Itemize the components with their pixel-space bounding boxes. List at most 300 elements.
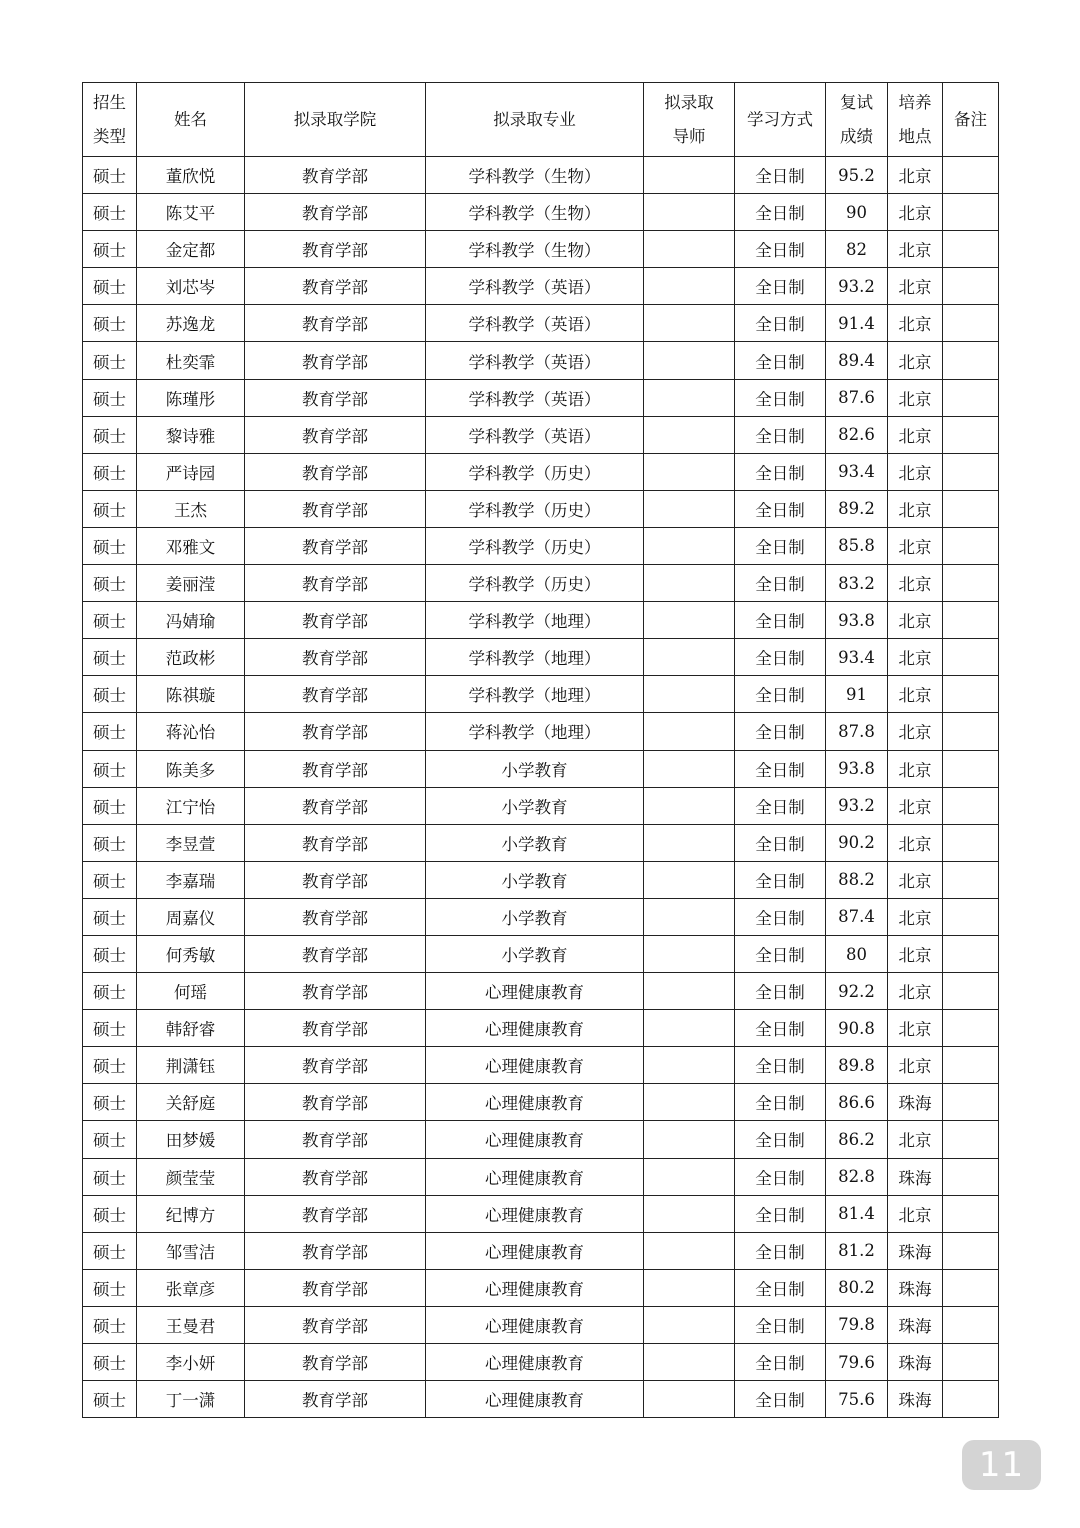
header-enrollment-type <box>83 83 137 157</box>
table-row <box>83 416 999 453</box>
table-row <box>83 935 999 972</box>
table-row <box>83 1158 999 1195</box>
cell-location: 北京 <box>888 527 943 564</box>
cell-name: 陈艾平 <box>137 194 245 231</box>
header-text: 地点 <box>898 126 932 146</box>
cell-name: 蒋沁怡 <box>137 713 245 750</box>
cell-name: 陈瑾彤 <box>137 379 245 416</box>
cell-major: 小学教育 <box>426 750 644 787</box>
cell-study-mode: 全日制 <box>735 1121 826 1158</box>
table-row <box>83 824 999 861</box>
cell-enrollment-type: 硕士 <box>83 1121 137 1158</box>
cell-score: 93.4 <box>826 453 888 490</box>
cell-major: 小学教育 <box>426 898 644 935</box>
table-row <box>83 1232 999 1269</box>
cell-remarks <box>943 1269 999 1306</box>
cell-college: 教育学部 <box>245 898 426 935</box>
table-row <box>83 713 999 750</box>
cell-location: 北京 <box>888 565 943 602</box>
cell-college: 教育学部 <box>245 268 426 305</box>
cell-advisor <box>644 602 735 639</box>
cell-location: 北京 <box>888 1195 943 1232</box>
cell-college: 教育学部 <box>245 713 426 750</box>
cell-location: 珠海 <box>888 1381 943 1418</box>
cell-location: 北京 <box>888 935 943 972</box>
cell-advisor <box>644 1121 735 1158</box>
cell-remarks <box>943 602 999 639</box>
cell-enrollment-type: 硕士 <box>83 973 137 1010</box>
table-row <box>83 268 999 305</box>
cell-remarks <box>943 194 999 231</box>
cell-advisor <box>644 268 735 305</box>
cell-college: 教育学部 <box>245 1047 426 1084</box>
cell-major: 学科教学（历史） <box>426 565 644 602</box>
cell-name: 周嘉仪 <box>137 898 245 935</box>
cell-score: 79.6 <box>826 1344 888 1381</box>
cell-location: 北京 <box>888 787 943 824</box>
cell-score: 82.8 <box>826 1158 888 1195</box>
header-text: 导师 <box>672 126 706 146</box>
cell-major: 小学教育 <box>426 787 644 824</box>
cell-college: 教育学部 <box>245 676 426 713</box>
cell-major: 心理健康教育 <box>426 973 644 1010</box>
cell-college: 教育学部 <box>245 194 426 231</box>
header-text: 成绩 <box>840 126 873 146</box>
cell-enrollment-type: 硕士 <box>83 1269 137 1306</box>
cell-college: 教育学部 <box>245 231 426 268</box>
table-row <box>83 787 999 824</box>
cell-name: 李嘉瑞 <box>137 861 245 898</box>
cell-location: 北京 <box>888 1121 943 1158</box>
cell-name: 陈美多 <box>137 750 245 787</box>
cell-location: 北京 <box>888 750 943 787</box>
cell-enrollment-type: 硕士 <box>83 453 137 490</box>
cell-advisor <box>644 1195 735 1232</box>
cell-advisor <box>644 1306 735 1343</box>
cell-name: 张章彦 <box>137 1269 245 1306</box>
header-study-mode: 学习方式 <box>735 83 826 157</box>
cell-location: 北京 <box>888 676 943 713</box>
table-row <box>83 602 999 639</box>
cell-study-mode: 全日制 <box>735 231 826 268</box>
cell-remarks <box>943 1306 999 1343</box>
cell-advisor <box>644 1344 735 1381</box>
cell-enrollment-type: 硕士 <box>83 1232 137 1269</box>
cell-enrollment-type: 硕士 <box>83 1381 137 1418</box>
header-score <box>826 83 888 157</box>
table-row <box>83 342 999 379</box>
header-major: 拟录取专业 <box>426 83 644 157</box>
cell-name: 田梦媛 <box>137 1121 245 1158</box>
cell-study-mode: 全日制 <box>735 194 826 231</box>
cell-name: 邓雅文 <box>137 527 245 564</box>
cell-major: 心理健康教育 <box>426 1010 644 1047</box>
cell-location: 北京 <box>888 713 943 750</box>
cell-enrollment-type: 硕士 <box>83 602 137 639</box>
header-text: 复试 <box>840 92 873 112</box>
cell-score: 91 <box>826 676 888 713</box>
cell-advisor <box>644 1381 735 1418</box>
cell-enrollment-type: 硕士 <box>83 342 137 379</box>
cell-advisor <box>644 1158 735 1195</box>
cell-study-mode: 全日制 <box>735 490 826 527</box>
cell-major: 小学教育 <box>426 861 644 898</box>
table-row <box>83 1306 999 1343</box>
header-college: 拟录取学院 <box>245 83 426 157</box>
cell-name: 荆潇钰 <box>137 1047 245 1084</box>
cell-advisor <box>644 342 735 379</box>
cell-major: 学科教学（英语） <box>426 342 644 379</box>
table-row <box>83 1121 999 1158</box>
cell-major: 学科教学（地理） <box>426 639 644 676</box>
header-advisor <box>644 83 735 157</box>
cell-enrollment-type: 硕士 <box>83 1344 137 1381</box>
cell-remarks <box>943 157 999 194</box>
cell-college: 教育学部 <box>245 1232 426 1269</box>
cell-enrollment-type: 硕士 <box>83 1158 137 1195</box>
cell-college: 教育学部 <box>245 453 426 490</box>
cell-remarks <box>943 973 999 1010</box>
cell-major: 心理健康教育 <box>426 1344 644 1381</box>
cell-name: 苏逸龙 <box>137 305 245 342</box>
cell-study-mode: 全日制 <box>735 750 826 787</box>
cell-location: 北京 <box>888 416 943 453</box>
cell-study-mode: 全日制 <box>735 1158 826 1195</box>
cell-enrollment-type: 硕士 <box>83 565 137 602</box>
cell-remarks <box>943 935 999 972</box>
cell-remarks <box>943 490 999 527</box>
cell-enrollment-type: 硕士 <box>83 824 137 861</box>
cell-score: 88.2 <box>826 861 888 898</box>
header-text: 招生 <box>93 92 126 112</box>
cell-remarks <box>943 416 999 453</box>
table-row <box>83 1047 999 1084</box>
cell-study-mode: 全日制 <box>735 713 826 750</box>
cell-study-mode: 全日制 <box>735 1195 826 1232</box>
cell-score: 81.4 <box>826 1195 888 1232</box>
cell-college: 教育学部 <box>245 1344 426 1381</box>
cell-college: 教育学部 <box>245 1306 426 1343</box>
header-name: 姓名 <box>137 83 245 157</box>
cell-remarks <box>943 527 999 564</box>
cell-major: 心理健康教育 <box>426 1047 644 1084</box>
cell-college: 教育学部 <box>245 935 426 972</box>
cell-college: 教育学部 <box>245 416 426 453</box>
cell-name: 刘芯岑 <box>137 268 245 305</box>
cell-advisor <box>644 639 735 676</box>
cell-enrollment-type: 硕士 <box>83 268 137 305</box>
cell-advisor <box>644 231 735 268</box>
cell-name: 何秀敏 <box>137 935 245 972</box>
cell-advisor <box>644 935 735 972</box>
cell-score: 75.6 <box>826 1381 888 1418</box>
table-row <box>83 527 999 564</box>
admission-table <box>82 82 999 1418</box>
cell-name: 范政彬 <box>137 639 245 676</box>
cell-major: 学科教学（英语） <box>426 305 644 342</box>
cell-enrollment-type: 硕士 <box>83 1195 137 1232</box>
cell-remarks <box>943 1381 999 1418</box>
cell-location: 北京 <box>888 157 943 194</box>
cell-name: 丁一潇 <box>137 1381 245 1418</box>
cell-college: 教育学部 <box>245 1158 426 1195</box>
cell-study-mode: 全日制 <box>735 565 826 602</box>
cell-major: 学科教学（历史） <box>426 453 644 490</box>
cell-name: 李昱萱 <box>137 824 245 861</box>
cell-advisor <box>644 416 735 453</box>
cell-score: 89.8 <box>826 1047 888 1084</box>
cell-study-mode: 全日制 <box>735 824 826 861</box>
cell-study-mode: 全日制 <box>735 973 826 1010</box>
cell-enrollment-type: 硕士 <box>83 194 137 231</box>
header-text: 培养 <box>898 92 932 112</box>
cell-name: 纪博方 <box>137 1195 245 1232</box>
cell-location: 北京 <box>888 490 943 527</box>
cell-college: 教育学部 <box>245 1121 426 1158</box>
cell-study-mode: 全日制 <box>735 527 826 564</box>
header-row <box>83 83 999 157</box>
cell-enrollment-type: 硕士 <box>83 787 137 824</box>
cell-score: 81.2 <box>826 1232 888 1269</box>
cell-college: 教育学部 <box>245 305 426 342</box>
cell-name: 江宁怡 <box>137 787 245 824</box>
cell-remarks <box>943 268 999 305</box>
cell-major: 心理健康教育 <box>426 1306 644 1343</box>
cell-remarks <box>943 1344 999 1381</box>
cell-remarks <box>943 861 999 898</box>
cell-major: 心理健康教育 <box>426 1232 644 1269</box>
cell-remarks <box>943 342 999 379</box>
cell-location: 北京 <box>888 1047 943 1084</box>
cell-remarks <box>943 565 999 602</box>
cell-major: 小学教育 <box>426 935 644 972</box>
cell-advisor <box>644 194 735 231</box>
table-row <box>83 305 999 342</box>
cell-remarks <box>943 824 999 861</box>
cell-college: 教育学部 <box>245 824 426 861</box>
cell-college: 教育学部 <box>245 527 426 564</box>
table-header <box>83 83 999 157</box>
cell-study-mode: 全日制 <box>735 1010 826 1047</box>
cell-name: 冯婧瑜 <box>137 602 245 639</box>
cell-location: 北京 <box>888 973 943 1010</box>
cell-remarks <box>943 1084 999 1121</box>
cell-score: 89.4 <box>826 342 888 379</box>
cell-name: 金定都 <box>137 231 245 268</box>
cell-major: 心理健康教育 <box>426 1084 644 1121</box>
cell-enrollment-type: 硕士 <box>83 750 137 787</box>
cell-score: 90.2 <box>826 824 888 861</box>
cell-location: 北京 <box>888 861 943 898</box>
cell-remarks <box>943 1047 999 1084</box>
cell-remarks <box>943 713 999 750</box>
cell-location: 北京 <box>888 602 943 639</box>
cell-remarks <box>943 750 999 787</box>
table-row <box>83 1195 999 1232</box>
cell-location: 北京 <box>888 453 943 490</box>
cell-advisor <box>644 305 735 342</box>
table-row <box>83 490 999 527</box>
cell-advisor <box>644 824 735 861</box>
cell-advisor <box>644 565 735 602</box>
cell-enrollment-type: 硕士 <box>83 305 137 342</box>
cell-major: 学科教学（地理） <box>426 713 644 750</box>
cell-college: 教育学部 <box>245 1010 426 1047</box>
table-body <box>83 157 999 1418</box>
cell-location: 北京 <box>888 231 943 268</box>
cell-major: 学科教学（英语） <box>426 268 644 305</box>
table-row <box>83 1344 999 1381</box>
cell-enrollment-type: 硕士 <box>83 898 137 935</box>
cell-advisor <box>644 1010 735 1047</box>
cell-college: 教育学部 <box>245 787 426 824</box>
cell-location: 北京 <box>888 268 943 305</box>
cell-college: 教育学部 <box>245 1381 426 1418</box>
cell-enrollment-type: 硕士 <box>83 935 137 972</box>
cell-score: 93.2 <box>826 268 888 305</box>
cell-study-mode: 全日制 <box>735 676 826 713</box>
cell-major: 学科教学（英语） <box>426 379 644 416</box>
cell-advisor <box>644 1232 735 1269</box>
cell-major: 学科教学（地理） <box>426 602 644 639</box>
cell-score: 90.8 <box>826 1010 888 1047</box>
table-row <box>83 1010 999 1047</box>
cell-location: 北京 <box>888 342 943 379</box>
cell-location: 珠海 <box>888 1232 943 1269</box>
cell-name: 韩舒睿 <box>137 1010 245 1047</box>
cell-advisor <box>644 1269 735 1306</box>
cell-name: 严诗园 <box>137 453 245 490</box>
cell-college: 教育学部 <box>245 861 426 898</box>
cell-location: 珠海 <box>888 1084 943 1121</box>
table-row <box>83 639 999 676</box>
table-row <box>83 861 999 898</box>
table-row <box>83 379 999 416</box>
cell-remarks <box>943 1158 999 1195</box>
cell-advisor <box>644 527 735 564</box>
table-row <box>83 1381 999 1418</box>
cell-score: 87.8 <box>826 713 888 750</box>
table-row <box>83 157 999 194</box>
cell-score: 95.2 <box>826 157 888 194</box>
header-remarks: 备注 <box>943 83 999 157</box>
cell-enrollment-type: 硕士 <box>83 1084 137 1121</box>
cell-enrollment-type: 硕士 <box>83 157 137 194</box>
cell-score: 93.2 <box>826 787 888 824</box>
cell-score: 93.4 <box>826 639 888 676</box>
cell-location: 珠海 <box>888 1269 943 1306</box>
cell-enrollment-type: 硕士 <box>83 639 137 676</box>
cell-score: 83.2 <box>826 565 888 602</box>
cell-enrollment-type: 硕士 <box>83 527 137 564</box>
cell-major: 小学教育 <box>426 824 644 861</box>
cell-score: 82 <box>826 231 888 268</box>
cell-location: 北京 <box>888 824 943 861</box>
cell-score: 91.4 <box>826 305 888 342</box>
cell-college: 教育学部 <box>245 157 426 194</box>
cell-score: 93.8 <box>826 750 888 787</box>
cell-name: 姜丽滢 <box>137 565 245 602</box>
cell-score: 93.8 <box>826 602 888 639</box>
cell-name: 关舒庭 <box>137 1084 245 1121</box>
cell-advisor <box>644 861 735 898</box>
table-row <box>83 453 999 490</box>
cell-remarks <box>943 305 999 342</box>
cell-remarks <box>943 676 999 713</box>
cell-study-mode: 全日制 <box>735 1232 826 1269</box>
cell-college: 教育学部 <box>245 342 426 379</box>
cell-major: 学科教学（生物） <box>426 157 644 194</box>
cell-study-mode: 全日制 <box>735 305 826 342</box>
cell-location: 北京 <box>888 379 943 416</box>
cell-study-mode: 全日制 <box>735 861 826 898</box>
cell-enrollment-type: 硕士 <box>83 490 137 527</box>
cell-study-mode: 全日制 <box>735 379 826 416</box>
cell-major: 心理健康教育 <box>426 1121 644 1158</box>
cell-major: 学科教学（历史） <box>426 527 644 564</box>
cell-name: 董欣悦 <box>137 157 245 194</box>
cell-advisor <box>644 898 735 935</box>
cell-score: 87.4 <box>826 898 888 935</box>
cell-study-mode: 全日制 <box>735 268 826 305</box>
cell-score: 80 <box>826 935 888 972</box>
cell-college: 教育学部 <box>245 750 426 787</box>
cell-enrollment-type: 硕士 <box>83 231 137 268</box>
cell-major: 心理健康教育 <box>426 1195 644 1232</box>
cell-location: 北京 <box>888 1010 943 1047</box>
cell-college: 教育学部 <box>245 565 426 602</box>
cell-study-mode: 全日制 <box>735 787 826 824</box>
cell-study-mode: 全日制 <box>735 157 826 194</box>
header-location <box>888 83 943 157</box>
cell-advisor <box>644 750 735 787</box>
cell-college: 教育学部 <box>245 379 426 416</box>
cell-score: 85.8 <box>826 527 888 564</box>
cell-name: 黎诗雅 <box>137 416 245 453</box>
cell-enrollment-type: 硕士 <box>83 1010 137 1047</box>
cell-score: 87.6 <box>826 379 888 416</box>
cell-major: 学科教学（地理） <box>426 676 644 713</box>
cell-college: 教育学部 <box>245 490 426 527</box>
cell-study-mode: 全日制 <box>735 1306 826 1343</box>
cell-location: 北京 <box>888 194 943 231</box>
cell-enrollment-type: 硕士 <box>83 676 137 713</box>
table-row <box>83 1269 999 1306</box>
cell-enrollment-type: 硕士 <box>83 713 137 750</box>
cell-enrollment-type: 硕士 <box>83 1047 137 1084</box>
cell-study-mode: 全日制 <box>735 453 826 490</box>
cell-remarks <box>943 453 999 490</box>
table-row <box>83 750 999 787</box>
cell-score: 82.6 <box>826 416 888 453</box>
cell-name: 何瑶 <box>137 973 245 1010</box>
cell-study-mode: 全日制 <box>735 342 826 379</box>
cell-advisor <box>644 713 735 750</box>
cell-advisor <box>644 1047 735 1084</box>
cell-college: 教育学部 <box>245 602 426 639</box>
table-row <box>83 973 999 1010</box>
cell-study-mode: 全日制 <box>735 898 826 935</box>
cell-score: 89.2 <box>826 490 888 527</box>
cell-location: 珠海 <box>888 1344 943 1381</box>
cell-name: 邹雪洁 <box>137 1232 245 1269</box>
cell-name: 颜莹莹 <box>137 1158 245 1195</box>
cell-college: 教育学部 <box>245 1195 426 1232</box>
cell-major: 学科教学（英语） <box>426 416 644 453</box>
cell-study-mode: 全日制 <box>735 602 826 639</box>
cell-study-mode: 全日制 <box>735 639 826 676</box>
cell-remarks <box>943 1195 999 1232</box>
